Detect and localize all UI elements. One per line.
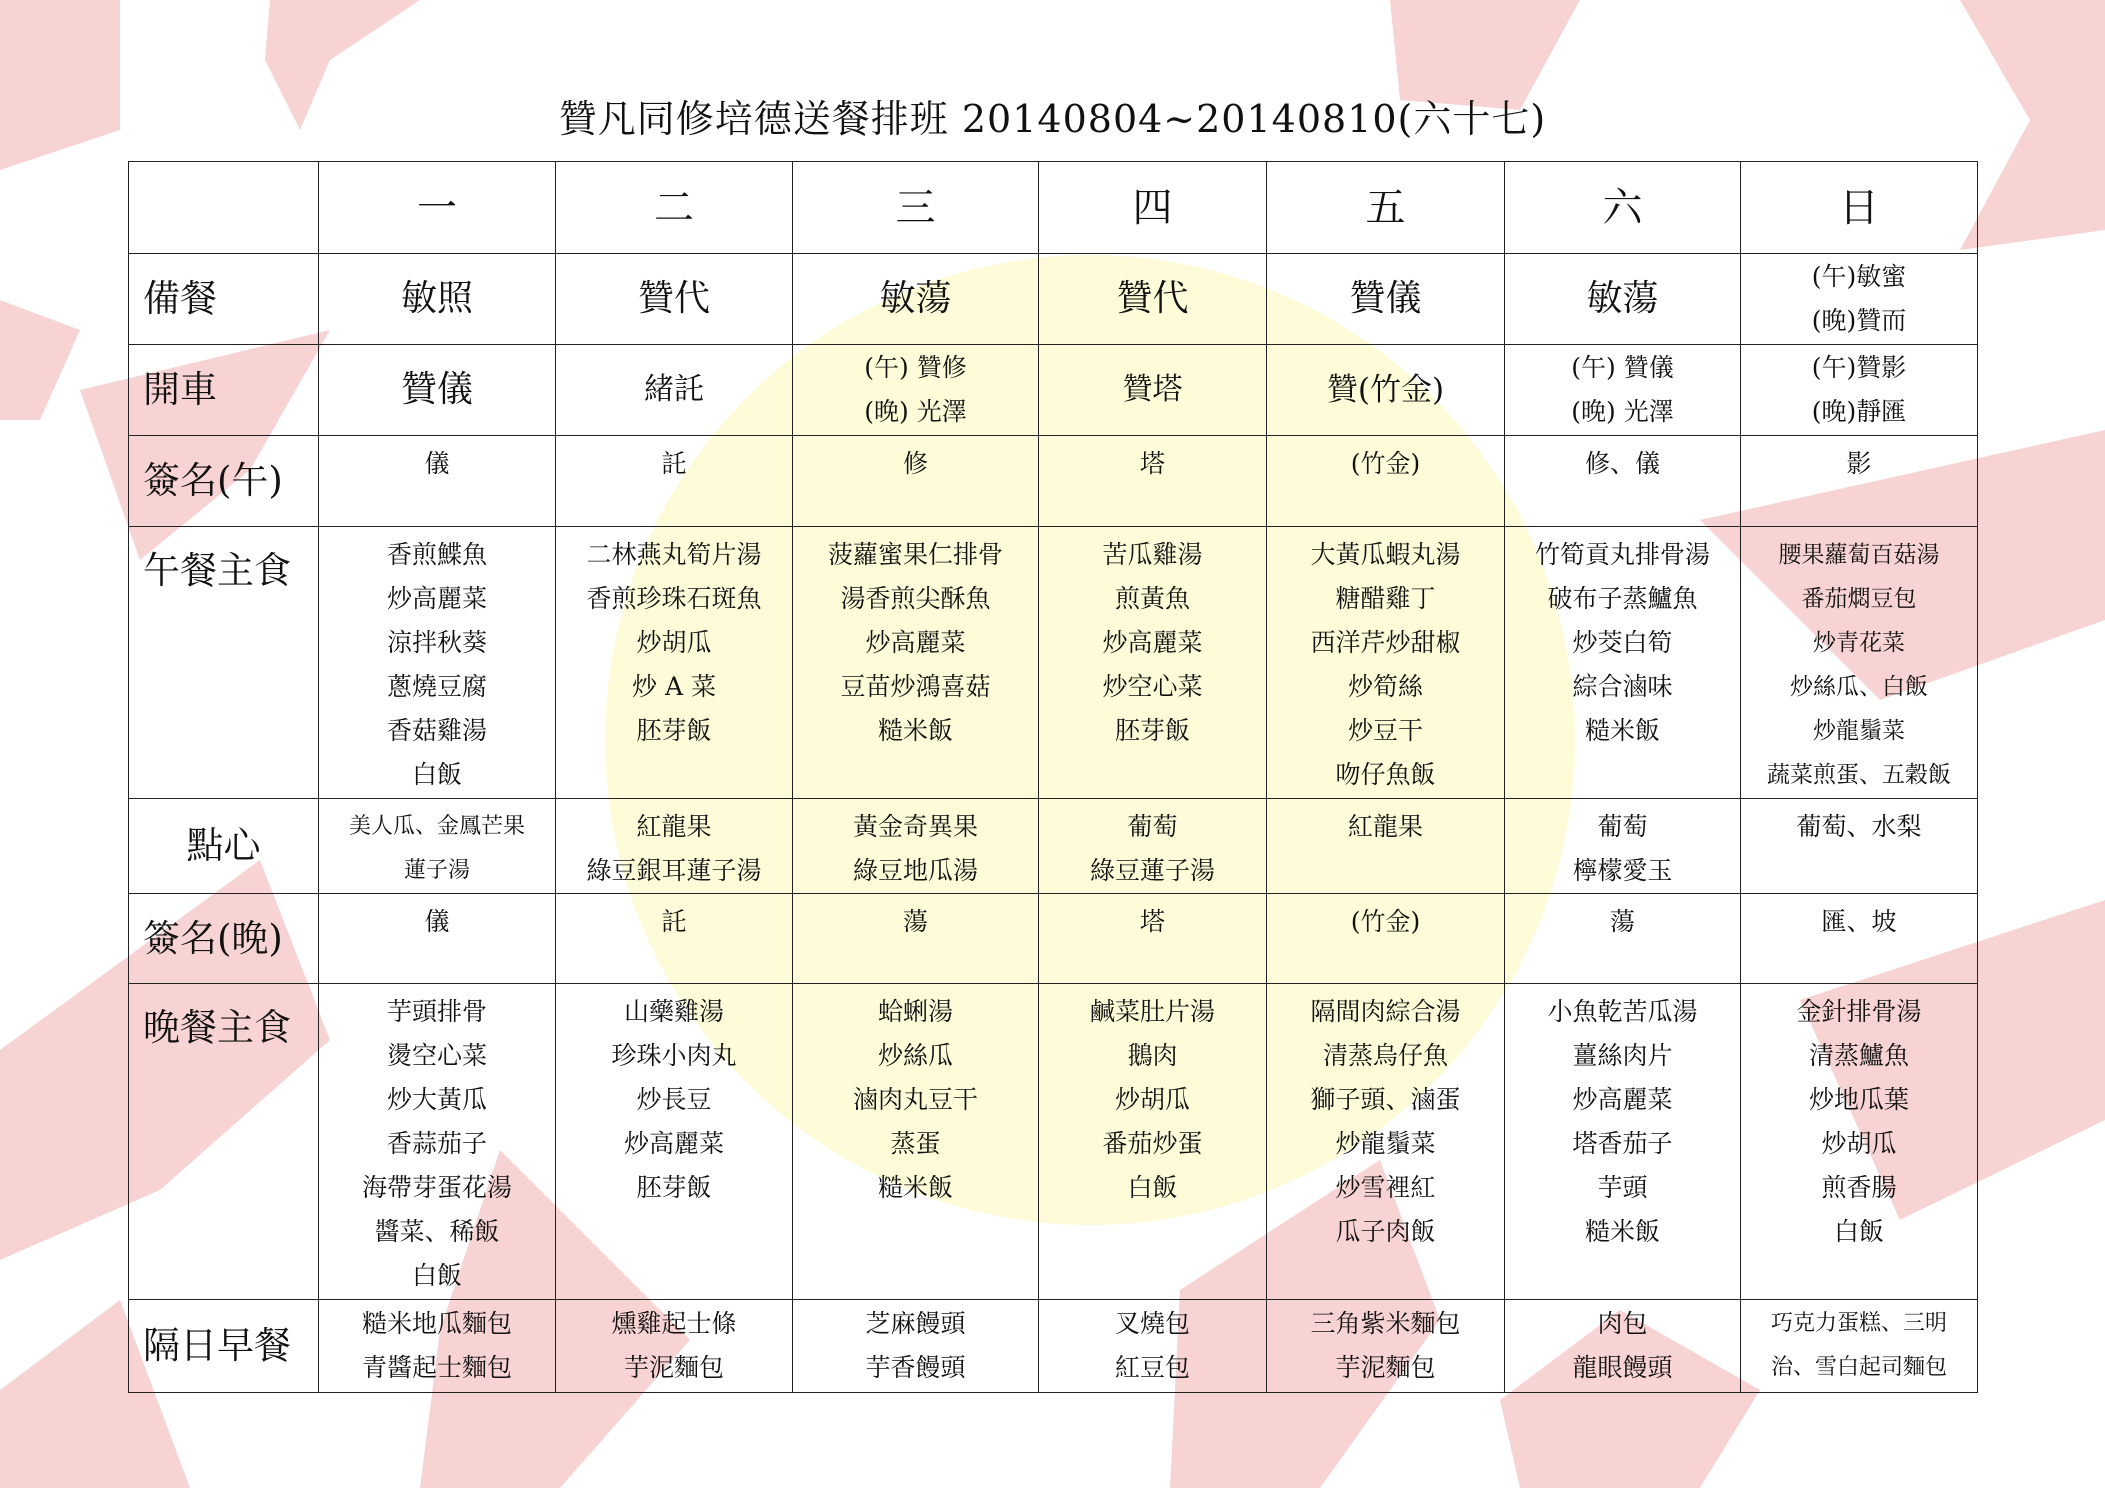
cell: 小魚乾苦瓜湯 薑絲肉片 炒高麗菜 塔香茄子 芋頭 糙米飯 <box>1505 984 1741 1300</box>
cell: 燻雞起士條 芋泥麵包 <box>556 1300 793 1393</box>
day-header: 六 <box>1505 162 1741 254</box>
cell: 敏照 <box>319 254 556 345</box>
cell: 敏蕩 <box>793 254 1039 345</box>
drive-row <box>129 345 1978 436</box>
cell: (竹金) <box>1267 436 1505 527</box>
cell: 影 <box>1741 436 1978 527</box>
cell: 三角紫米麵包 芋泥麵包 <box>1267 1300 1505 1393</box>
dinner-row <box>129 984 1978 1300</box>
cell: 鹹菜肚片湯 鵝肉 炒胡瓜 番茄炒蛋 白飯 <box>1039 984 1267 1300</box>
cell: 腰果蘿蔔百菇湯 番茄燜豆包 炒青花菜 炒絲瓜、白飯 炒龍鬚菜 蔬菜煎蛋、五穀飯 <box>1741 527 1978 799</box>
row-label: 晚餐主食 <box>129 984 319 1300</box>
row-label: 開車 <box>129 345 319 436</box>
cell: 儀 <box>319 436 556 527</box>
cell: 贊代 <box>556 254 793 345</box>
cell: 贊儀 <box>1267 254 1505 345</box>
cell: 儀 <box>319 894 556 984</box>
cell: 紅龍果 綠豆銀耳蓮子湯 <box>556 799 793 894</box>
cell: 葡萄、水梨 <box>1741 799 1978 894</box>
cell: 蛤蜊湯 炒絲瓜 滷肉丸豆干 蒸蛋 糙米飯 <box>793 984 1039 1300</box>
cell: 贊儀 <box>319 345 556 436</box>
row-label: 隔日早餐 <box>129 1300 319 1393</box>
cell: 葡萄 綠豆蓮子湯 <box>1039 799 1267 894</box>
cell: 叉燒包 紅豆包 <box>1039 1300 1267 1393</box>
row-label: 備餐 <box>129 254 319 345</box>
cell: 肉包 龍眼饅頭 <box>1505 1300 1741 1393</box>
breakfast-row <box>129 1300 1978 1393</box>
snack-row <box>129 799 1978 894</box>
cell: 竹筍貢丸排骨湯 破布子蒸鱸魚 炒茭白筍 綜合滷味 糙米飯 <box>1505 527 1741 799</box>
lunch-row <box>129 527 1978 799</box>
cell: 二林燕丸筍片湯 香煎珍珠石斑魚 炒胡瓜 炒 A 菜 胚芽飯 <box>556 527 793 799</box>
cell: 託 <box>556 894 793 984</box>
row-label: 午餐主食 <box>129 527 319 799</box>
cell: 敏蕩 <box>1505 254 1741 345</box>
cell: 芝麻饅頭 芋香饅頭 <box>793 1300 1039 1393</box>
header-row <box>129 162 1978 254</box>
day-header: 四 <box>1039 162 1267 254</box>
row-label: 簽名(午) <box>129 436 319 527</box>
cell: 金針排骨湯 清蒸鱸魚 炒地瓜葉 炒胡瓜 煎香腸 白飯 <box>1741 984 1978 1300</box>
sign-noon-row <box>129 436 1978 527</box>
cell: 葡萄 檸檬愛玉 <box>1505 799 1741 894</box>
cell: 蕩 <box>1505 894 1741 984</box>
cell: 匯、坡 <box>1741 894 1978 984</box>
cell: 紅龍果 <box>1267 799 1505 894</box>
cell: 苦瓜雞湯 煎黃魚 炒高麗菜 炒空心菜 胚芽飯 <box>1039 527 1267 799</box>
cell: 修、儀 <box>1505 436 1741 527</box>
cell: 蕩 <box>793 894 1039 984</box>
cell: 贊代 <box>1039 254 1267 345</box>
cell: 香煎鰈魚 炒高麗菜 涼拌秋葵 蔥燒豆腐 香菇雞湯 白飯 <box>319 527 556 799</box>
cell: (午) 贊修 (晚) 光澤 <box>793 345 1039 436</box>
cell: (竹金) <box>1267 894 1505 984</box>
cell: (午)贊影 (晚)靜匯 <box>1741 345 1978 436</box>
cell: 贊(竹金) <box>1267 345 1505 436</box>
cell: 緒託 <box>556 345 793 436</box>
page-title: 贊凡同修培德送餐排班 20140804~20140810(六十七) <box>558 97 1547 141</box>
cell: 巧克力蛋糕、三明 治、雪白起司麵包 <box>1741 1300 1978 1393</box>
cell: 塔 <box>1039 894 1267 984</box>
cell: 塔 <box>1039 436 1267 527</box>
cell: (午) 贊儀 (晚) 光澤 <box>1505 345 1741 436</box>
cell: 芋頭排骨 燙空心菜 炒大黃瓜 香蒜茄子 海帶芽蛋花湯 醬菜、稀飯 白飯 <box>319 984 556 1300</box>
cell: 隔間肉綜合湯 清蒸烏仔魚 獅子頭、滷蛋 炒龍鬚菜 炒雪裡紅 瓜子肉飯 <box>1267 984 1505 1300</box>
corner-cell <box>129 162 319 254</box>
row-label: 點心 <box>129 799 319 894</box>
cell: 菠蘿蜜果仁排骨 湯香煎尖酥魚 炒高麗菜 豆苗炒鴻喜菇 糙米飯 <box>793 527 1039 799</box>
cell: 贊塔 <box>1039 345 1267 436</box>
cell: 託 <box>556 436 793 527</box>
cell: 大黃瓜蝦丸湯 糖醋雞丁 西洋芹炒甜椒 炒筍絲 炒豆干 吻仔魚飯 <box>1267 527 1505 799</box>
meal-schedule-table <box>128 161 1978 1393</box>
cell: (午)敏蜜 (晚)贊而 <box>1741 254 1978 345</box>
sign-evening-row <box>129 894 1978 984</box>
cell: 糙米地瓜麵包 青醬起士麵包 <box>319 1300 556 1393</box>
day-header: 日 <box>1741 162 1978 254</box>
cell: 黃金奇異果 綠豆地瓜湯 <box>793 799 1039 894</box>
day-header: 五 <box>1267 162 1505 254</box>
day-header: 三 <box>793 162 1039 254</box>
cell: 山藥雞湯 珍珠小肉丸 炒長豆 炒高麗菜 胚芽飯 <box>556 984 793 1300</box>
cell: 美人瓜、金鳳芒果 蓮子湯 <box>319 799 556 894</box>
day-header: 一 <box>319 162 556 254</box>
cell: 修 <box>793 436 1039 527</box>
row-label: 簽名(晚) <box>129 894 319 984</box>
day-header: 二 <box>556 162 793 254</box>
prep-row <box>129 254 1978 345</box>
